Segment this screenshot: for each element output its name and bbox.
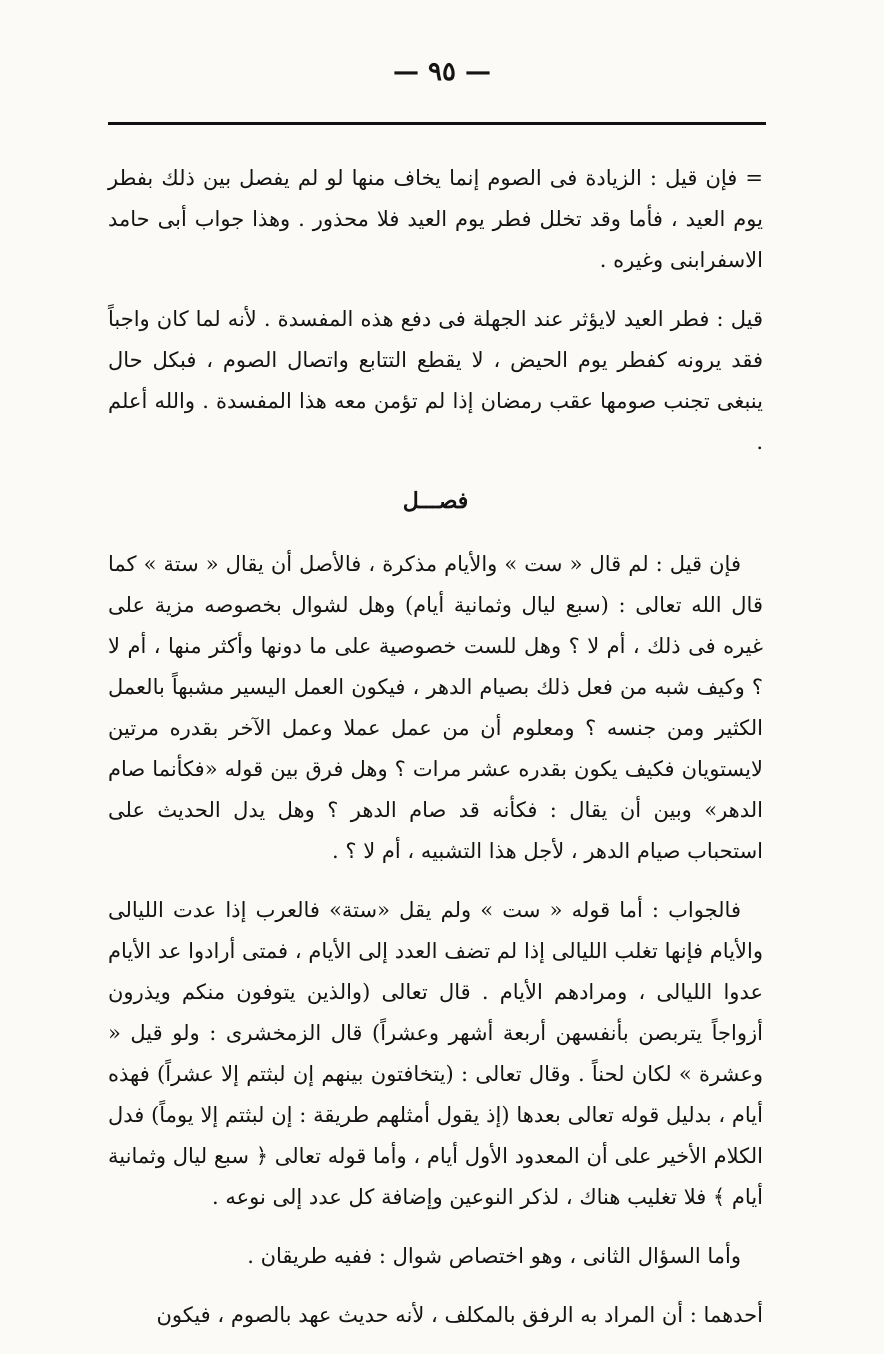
section-heading: فصـــل — [402, 488, 469, 514]
header-rule — [108, 122, 766, 125]
page-number: — ٩٥ — — [392, 57, 492, 87]
paragraph-6: أحدهما : أن المراد به الرفق بالمكلف ، لأنه حديث عهد بالصوم ، فيكون — [156, 1303, 763, 1327]
paragraph-4: فالجواب : أما قوله « ست » ولم يقل «ستة» فالعرب إذا عدت الليالى والأيام فإنها تغلب الليالى إذا لم تضف العدد إلى الأيام ، فمتى أرادوا عد الأيام عدوا الليالى ، ومرادهم الأيام . قال تعالى (والذين يتوفون منكم ويذرون أزواجاً يتربصن بأنفسهن أربعة أشهر وعشراً) قال الزمخشرى : ولو قيل « وعشرة » لكان لحناً . وقال تعالى : (يتخافتون بينهم إن لبثتم إلا عشراً) فهذه أيام ، بدليل قوله تعالى بعدها (إذ يقول أمثلهم طريقة : إن لبثتم إلا يوماً) فدل الكلام الأخير على أن المعدود الأول أيام ، وأما قوله تعالى ﴿ سبع ليال وثمانية أيام ﴾ فلا تغليب هناك ، لذكر النوعين وإضافة كل عدد إلى نوعه . — [108, 898, 763, 1209]
page-body — [108, 158, 763, 1354]
paragraph-2: قيل : فطر العيد لايؤثر عند الجهلة فى دفع هذه المفسدة . لأنه لما كان واجباً فقد يرونه كفطر يوم الحيض ، لا يقطع التتابع واتصال الصوم ، فبكل حال ينبغى تجنب صومها عقب رمضان إذا لم تؤمن معه هذا المفسدة . والله أعلم . — [108, 307, 763, 454]
paragraph-5: وأما السؤال الثانى ، وهو اختصاص شوال : ففيه طريقان . — [247, 1244, 741, 1268]
paragraph-3: فإن قيل : لم قال « ست » والأيام مذكرة ، فالأصل أن يقال « ستة » كما قال الله تعالى : (سبع ليال وثمانية أيام) وهل لشوال بخصوصه مزية على غيره فى ذلك ، أم لا ؟ وهل للست خصوصية على ما دونها وأكثر منها ، أم لا ؟ وكيف شبه من فعل ذلك بصيام الدهر ، فيكون العمل اليسير مشبهاً بالعمل الكثير ومن جنسه ؟ ومعلوم أن من عمل عملا وعمل الآخر بقدره مرتين لايستويان فكيف يكون بقدره عشر مرات ؟ وهل فرق بين قوله «فكأنما صام الدهر» وبين أن يقال : فكأنه قد صام الدهر ؟ وهل يدل الحديث على استحباب صيام الدهر ، لأجل هذا التشبيه ، أم لا ؟ . — [108, 552, 763, 863]
paragraph-1: = فإن قيل : الزيادة فى الصوم إنما يخاف منها لو لم يفصل بين ذلك بفطر يوم العيد ، فأما وقد تخلل فطر يوم العيد فلا محذور . وهذا جواب أبى حامد الاسفرابنى وغيره . — [108, 166, 763, 272]
